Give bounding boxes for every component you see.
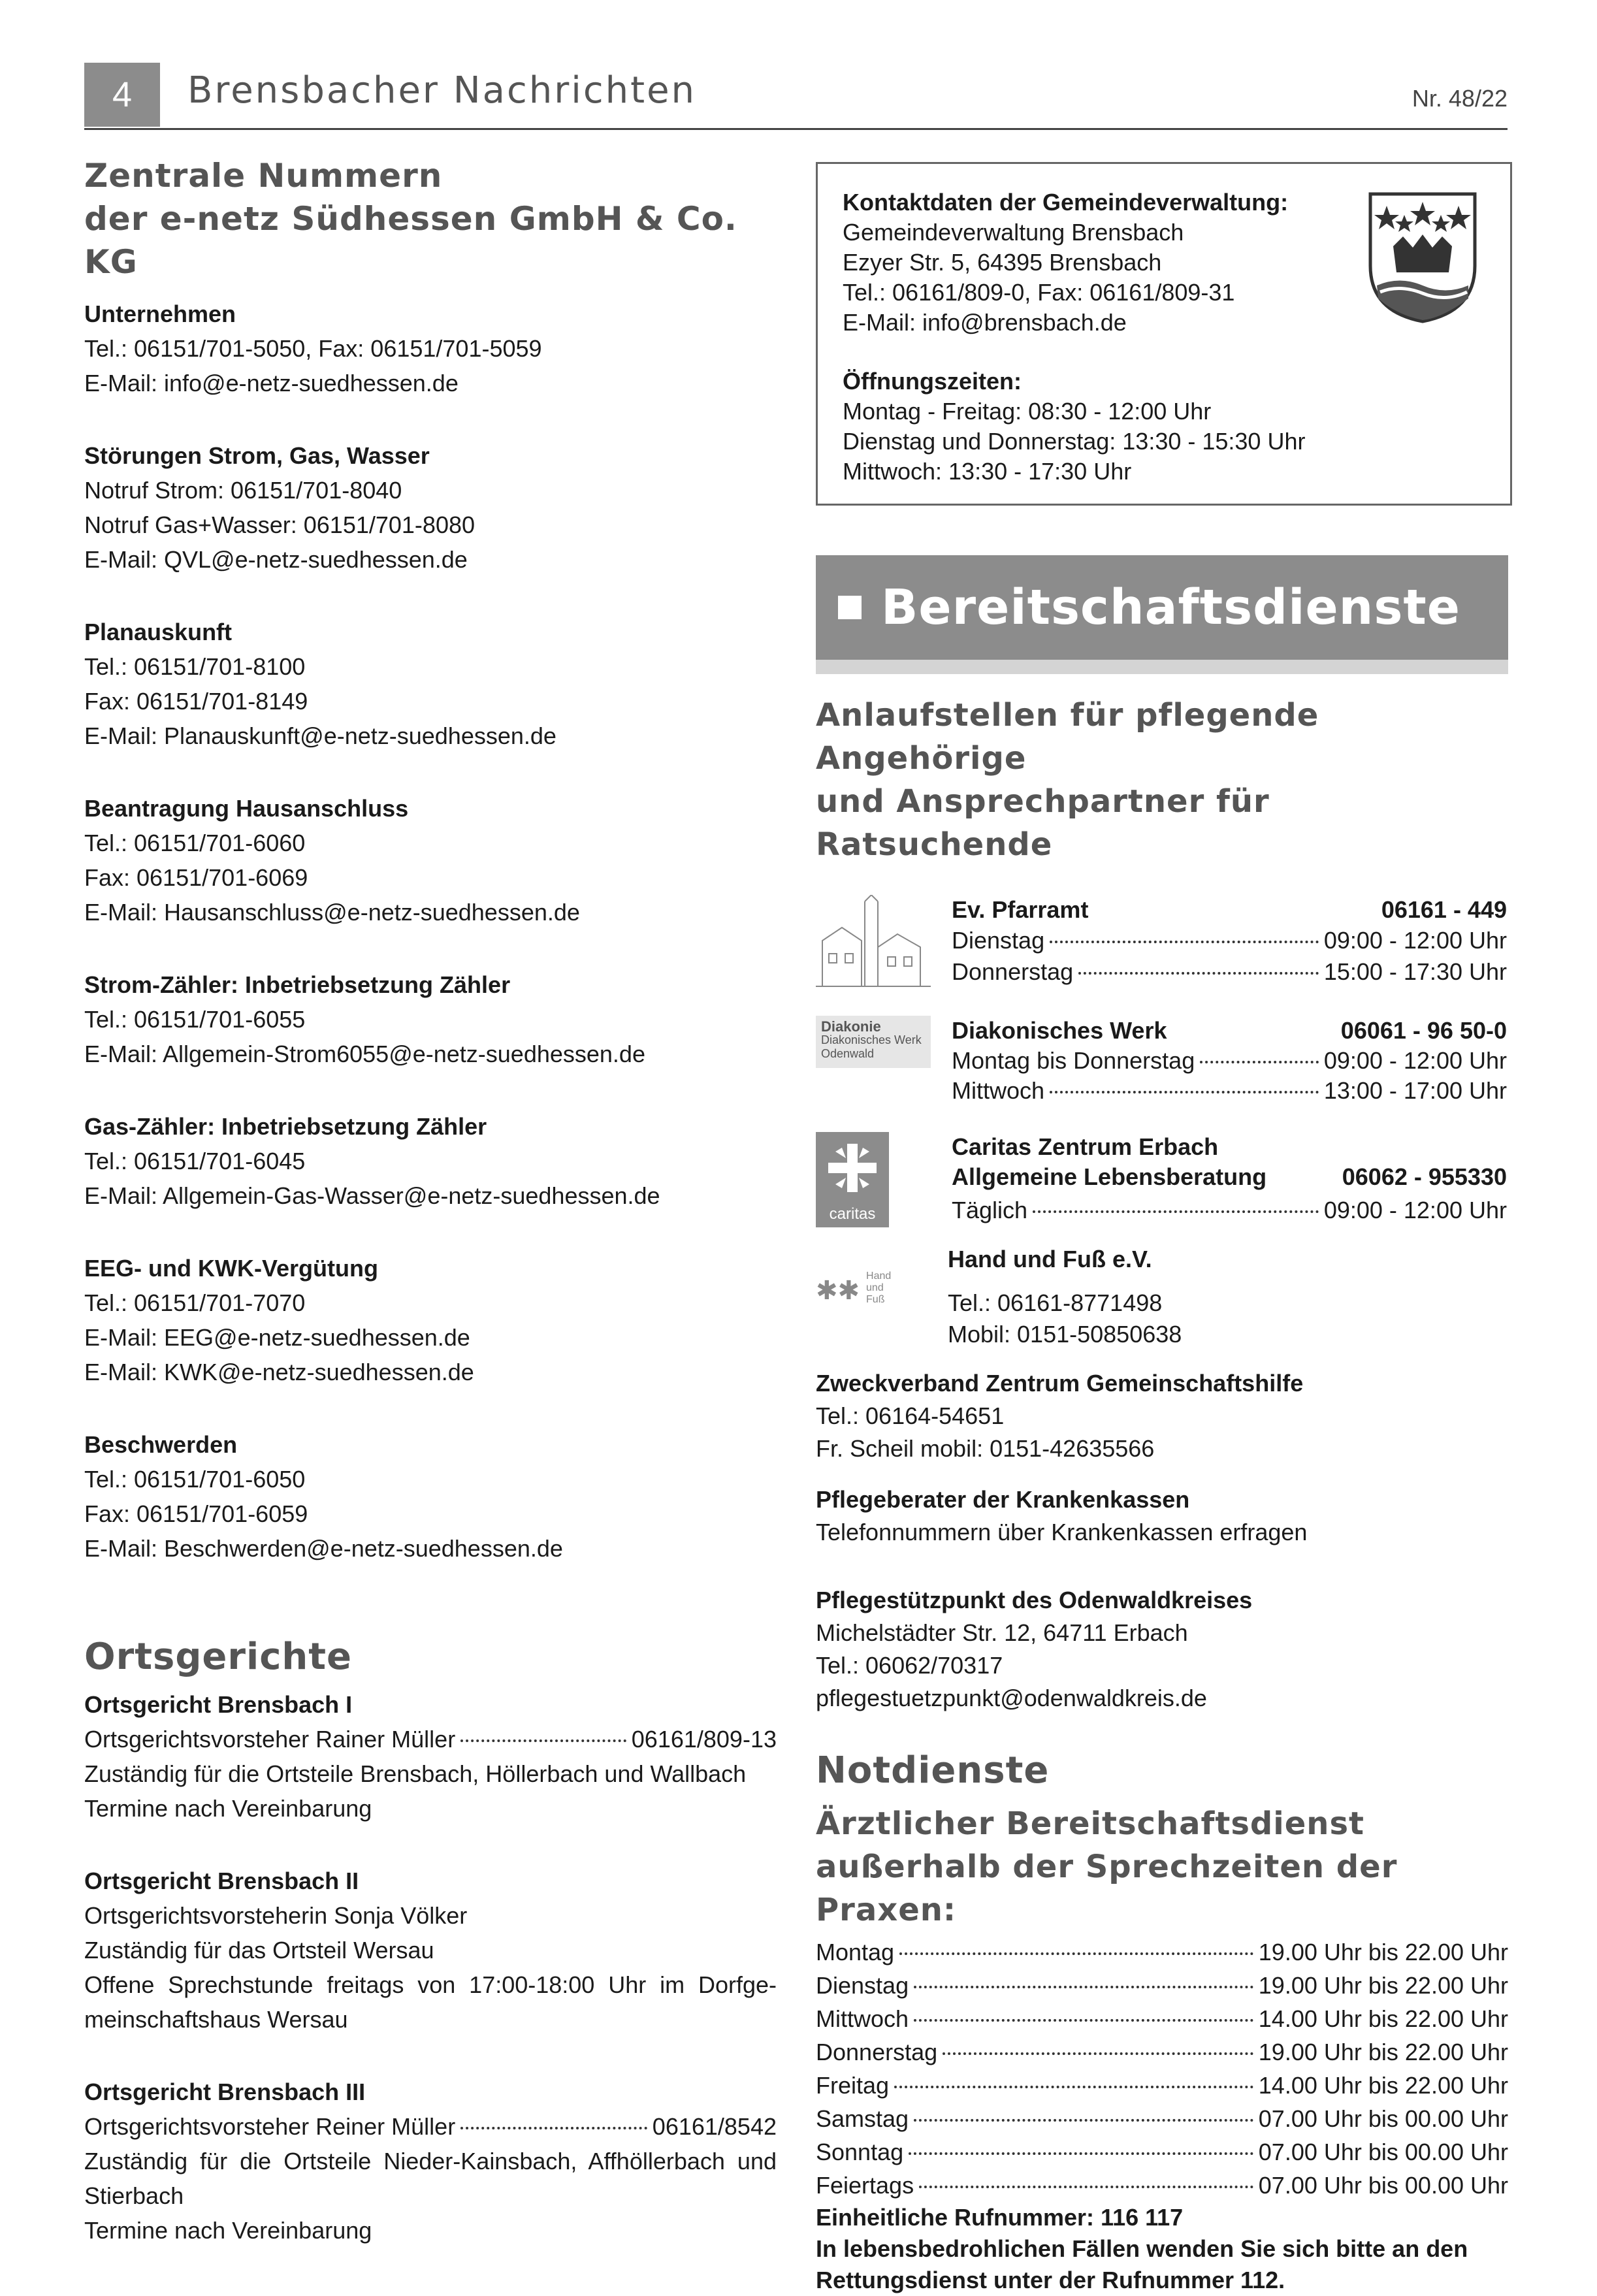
notdienst-time: 14.00 Uhr bis 22.00 Uhr [1258, 2072, 1508, 2099]
org-info [952, 1132, 1507, 1229]
block-title: Gas-Zähler: Inbetriebsetzung Zähler [84, 1113, 487, 1140]
notdienst-day: Freitag [816, 2072, 890, 2099]
anlauf-heading [816, 694, 1508, 866]
dot-leader [894, 2086, 1253, 2088]
dot-leader [1033, 1210, 1319, 1213]
contact-line: Ezyer Str. 5, 64395 Brensbach [843, 249, 1162, 276]
time-day: Montag bis Donnerstag [952, 1047, 1195, 1074]
dot-leader [919, 2186, 1253, 2188]
time-day: Dienstag [952, 927, 1045, 954]
block-title: Beschwerden [84, 1431, 238, 1458]
logo-text: und [866, 1282, 884, 1293]
notdienste-sub-line2: außerhalb der Sprechzeiten der Praxen: [816, 1849, 1398, 1928]
dot-leader [460, 1739, 626, 1742]
pflegestuetzpunkt-block [816, 1584, 1508, 1715]
newspaper-title: Brensbacher Nachrichten [187, 69, 697, 112]
ortsgericht-person-row [84, 2109, 777, 2144]
org-name: Ev. Pfarramt [952, 896, 1089, 923]
logo-text: Hand [866, 1270, 892, 1282]
contact-email: E-Mail: info@brensbach.de [843, 309, 1127, 336]
ortsgericht-phone: 06161/8542 [652, 2113, 777, 2140]
org-pfarramt [816, 895, 1508, 994]
time-row [952, 956, 1507, 988]
church-icon [816, 895, 931, 990]
dot-leader [899, 1952, 1253, 1955]
block-line: Notruf Strom: 06151/701-8040 [84, 477, 402, 504]
notdienst-time: 07.00 Uhr bis 00.00 Uhr [1258, 2139, 1508, 2165]
org-logo [816, 1016, 933, 1106]
block-line: E-Mail: Allgemein-Strom6055@e-netz-suedhessen.de [84, 1041, 645, 1067]
hours-line: Dienstag und Donnerstag: 13:30 - 15:30 Uhr [843, 428, 1306, 455]
block-line: E-Mail: info@e-netz-suedhessen.de [84, 370, 459, 396]
time-day: Donnerstag [952, 958, 1074, 985]
ortsgerichte-heading: Ortsgerichte [84, 1636, 353, 1678]
block-title: Pflegeberater der Krankenkassen [816, 1486, 1190, 1513]
header-divider [84, 128, 1508, 130]
block-line: E-Mail: EEG@e-netz-suedhessen.de [84, 1324, 470, 1351]
enetz-block [84, 438, 777, 577]
notdienst-row [816, 2169, 1508, 2202]
ortsgericht-person-row [84, 1722, 777, 1756]
enetz-heading-line1: Zentrale Nummern [84, 157, 443, 195]
block-line: Tel.: 06151/701-6045 [84, 1148, 306, 1174]
block-line: Tel.: 06164-54651 [816, 1402, 1005, 1429]
dot-leader [909, 2152, 1253, 2155]
block-line: Tel.: 06151/701-6055 [84, 1006, 306, 1033]
pflegeberater-block [816, 1483, 1508, 1549]
zweckverband-block [816, 1367, 1508, 1465]
ortsgericht-2 [84, 1864, 777, 2037]
contact-line: Tel.: 06161/809-0, Fax: 06161/809-31 [843, 279, 1235, 306]
block-line: E-Mail: Beschwerden@e-netz-suedhessen.de [84, 1535, 563, 1562]
ortsgericht-3 [84, 2075, 777, 2248]
org-logo [816, 895, 933, 994]
logo-text: caritas [829, 1205, 876, 1223]
page-number: 4 [84, 63, 160, 127]
notdienst-row [816, 2035, 1508, 2069]
org-logo [816, 1132, 933, 1229]
block-title: Planauskunft [84, 619, 233, 645]
block-line: E-Mail: QVL@e-netz-suedhessen.de [84, 546, 468, 573]
dot-leader [1050, 1091, 1319, 1093]
time-day: Mittwoch [952, 1077, 1045, 1104]
notdienst-row [816, 1969, 1508, 2002]
block-line: Notruf Gas+Wasser: 06151/701-8080 [84, 511, 476, 538]
dot-leader [1050, 941, 1319, 943]
org-info [952, 1016, 1507, 1106]
enetz-block [84, 615, 777, 753]
enetz-block [84, 1427, 777, 1566]
notdienst-day: Samstag [816, 2105, 909, 2132]
enetz-blocks [84, 297, 777, 1566]
org-diakonie [816, 1016, 1508, 1106]
enetz-heading-line2: der e-netz Südhessen GmbH & Co. KG [84, 200, 737, 281]
ortsgericht-sprechstunde: Offene Sprechstunde freitags von 17:00-18:00 Uhr im Dorfge-meinschaftshaus Wersau [84, 1971, 777, 2033]
time-row [952, 925, 1507, 956]
org-phone: 06062 - 955330 [1342, 1163, 1507, 1190]
org-line: Tel.: 06161-8771498 [948, 1289, 1163, 1316]
org-name-row [952, 1016, 1507, 1046]
enetz-section [84, 154, 777, 1566]
notdienst-time: 14.00 Uhr bis 22.00 Uhr [1258, 2005, 1508, 2032]
org-handfuss [816, 1244, 1508, 1350]
notdienst-day: Mittwoch [816, 2005, 909, 2032]
time-value: 15:00 - 17:30 Uhr [1323, 958, 1507, 985]
block-line: Tel.: 06151/701-5050, Fax: 06151/701-5059 [84, 335, 542, 362]
ortsgericht-1 [84, 1687, 777, 1826]
time-value: 09:00 - 12:00 Uhr [1323, 927, 1507, 954]
logo-text: Diakonisches Werk [821, 1033, 922, 1046]
banner-title: Bereitschaftsdienste [881, 579, 1460, 636]
figures-icon: ✱✱ [816, 1276, 860, 1305]
ortsgericht-person: Ortsgerichtsvorsteherin Sonja Völker [84, 1902, 468, 1929]
ortsgerichte-section [84, 1631, 777, 2248]
dot-leader [914, 1986, 1253, 1988]
ortsgericht-termine: Termine nach Vereinbarung [84, 2217, 372, 2244]
block-line: Michelstädter Str. 12, 64711 Erbach [816, 1619, 1188, 1646]
org-caritas [816, 1132, 1508, 1229]
notdienst-time: 19.00 Uhr bis 22.00 Uhr [1258, 1972, 1508, 1999]
caritas-logo [816, 1132, 889, 1227]
time-row [952, 1192, 1507, 1229]
ortsgericht-title: Ortsgericht Brensbach I [84, 1691, 353, 1718]
notdienst-row [816, 1935, 1508, 1969]
logo-text: Odenwald [821, 1047, 875, 1060]
anlauf-heading-line2: und Ansprechpartner für Ratsuchende [816, 783, 1270, 863]
time-row [952, 1076, 1507, 1106]
enetz-block [84, 967, 777, 1071]
time-value: 13:00 - 17:00 Uhr [1323, 1077, 1507, 1104]
notdienst-times [816, 1935, 1508, 2202]
enetz-block [84, 791, 777, 930]
block-line: Tel.: 06151/701-6050 [84, 1466, 306, 1493]
block-line: Fax: 06151/701-8149 [84, 688, 308, 715]
notdienst-row [816, 2102, 1508, 2135]
org-line: Mobil: 0151-50850638 [948, 1321, 1182, 1348]
notdienst-time: 19.00 Uhr bis 22.00 Uhr [1258, 1939, 1508, 1965]
block-line: Tel.: 06151/701-8100 [84, 653, 306, 680]
org-name-row [952, 1162, 1507, 1192]
org-info [948, 1244, 1503, 1350]
time-row [952, 1046, 1507, 1076]
org-logo [816, 1244, 933, 1350]
rufnummer: Einheitliche Rufnummer: 116 117 [816, 2204, 1184, 2231]
ortsgericht-person: Ortsgerichtsvorsteher Reiner Müller [84, 2113, 456, 2140]
block-title: Unternehmen [84, 300, 236, 327]
org-info [952, 895, 1507, 994]
dot-leader [914, 2019, 1253, 2022]
block-line: E-Mail: Allgemein-Gas-Wasser@e-netz-suedhessen.de [84, 1182, 660, 1209]
notdienste-sub-line1: Ärztlicher Bereitschaftsdienst [816, 1805, 1364, 1842]
left-column [84, 154, 777, 2248]
block-line: Fax: 06151/701-6069 [84, 864, 308, 891]
dot-leader [943, 2052, 1253, 2055]
time-day: Täglich [952, 1197, 1028, 1223]
coat-of-arms-icon [1364, 187, 1481, 325]
notdienst-day: Dienstag [816, 1972, 909, 1999]
issue-number: Nr. 48/22 [1411, 85, 1508, 112]
section-banner [816, 555, 1508, 674]
logo-text: Diakonie [821, 1018, 881, 1035]
block-title: Strom-Zähler: Inbetriebsetzung Zähler [84, 971, 511, 998]
org-phone: 06161 - 449 [1381, 896, 1507, 923]
ortsgericht-termine: Termine nach Vereinbarung [84, 1795, 372, 1822]
notdienst-day: Donnerstag [816, 2039, 938, 2065]
hours-line: Mittwoch: 13:30 - 17:30 Uhr [843, 458, 1132, 485]
block-line: Telefonnummern über Krankenkassen erfragen [816, 1519, 1308, 1545]
dot-leader [1200, 1061, 1319, 1063]
org-name: Diakonisches Werk [952, 1017, 1167, 1044]
block-line: Fr. Scheil mobil: 0151-42635566 [816, 1435, 1155, 1462]
block-line: E-Mail: Planauskunft@e-netz-suedhessen.de [84, 722, 557, 749]
time-value: 09:00 - 12:00 Uhr [1323, 1047, 1507, 1074]
block-line: Tel.: 06151/701-6060 [84, 830, 306, 856]
dot-leader [460, 2127, 647, 2129]
org-subname: Allgemeine Lebensberatung [952, 1163, 1267, 1190]
block-line: Fax: 06151/701-6059 [84, 1500, 308, 1527]
diakonie-logo [816, 1016, 931, 1068]
caritas-cross-icon [816, 1132, 889, 1204]
time-value: 09:00 - 12:00 Uhr [1323, 1197, 1507, 1223]
enetz-block [84, 1251, 777, 1389]
ortsgericht-phone: 06161/809-13 [631, 1726, 777, 1753]
dot-leader [914, 2119, 1253, 2122]
right-column [816, 162, 1508, 2296]
dot-leader [1078, 972, 1319, 975]
block-title: Pflegestützpunkt des Odenwaldkreises [816, 1587, 1253, 1613]
notdienst-time: 07.00 Uhr bis 00.00 Uhr [1258, 2172, 1508, 2199]
notdienst-day: Montag [816, 1939, 895, 1965]
notdienst-time: 07.00 Uhr bis 00.00 Uhr [1258, 2105, 1508, 2132]
hours-title: Öffnungszeiten: [843, 368, 1022, 395]
block-email: pflegestuetzpunkt@odenwaldkreis.de [816, 1685, 1207, 1711]
enetz-block [84, 1109, 777, 1213]
logo-text: Fuß [866, 1294, 885, 1305]
block-title: Zweckverband Zentrum Gemeinschaftshilfe [816, 1370, 1304, 1397]
block-title: Störungen Strom, Gas, Wasser [84, 442, 430, 469]
hours-line: Montag - Freitag: 08:30 - 12:00 Uhr [843, 398, 1212, 425]
enetz-block [84, 297, 777, 400]
notdienst-row [816, 2069, 1508, 2102]
square-bullet-icon [838, 596, 862, 619]
notdienst-time: 19.00 Uhr bis 22.00 Uhr [1258, 2039, 1508, 2065]
ortsgericht-title: Ortsgericht Brensbach II [84, 1868, 359, 1894]
ortsgericht-title: Ortsgericht Brensbach III [84, 2078, 366, 2105]
block-title: EEG- und KWK-Vergütung [84, 1255, 378, 1282]
block-line: E-Mail: Hausanschluss@e-netz-suedhessen.de [84, 899, 580, 926]
notdienst-day: Feiertags [816, 2172, 914, 2199]
ortsgericht-zustaendig: Zuständig für das Ortsteil Wersau [84, 1937, 434, 1964]
block-line: Tel.: 06062/70317 [816, 1652, 1003, 1679]
org-phone: 06061 - 96 50-0 [1340, 1017, 1507, 1044]
notdienst-day: Sonntag [816, 2139, 904, 2165]
contact-title: Kontaktdaten der Gemeindeverwaltung: [843, 189, 1289, 216]
notdienst-row [816, 2002, 1508, 2035]
anlauf-heading-line1: Anlaufstellen für pflegende Angehörige [816, 697, 1319, 777]
logo-texts [866, 1270, 891, 1306]
org-name: Caritas Zentrum Erbach [952, 1133, 1219, 1160]
block-title: Beantragung Hausanschluss [84, 795, 409, 822]
notdienste-section [816, 1745, 1508, 2296]
notdienst-row [816, 2135, 1508, 2169]
org-name-row [952, 895, 1507, 925]
block-line: Tel.: 06151/701-7070 [84, 1289, 306, 1316]
notdienste-heading: Notdienste [816, 1749, 1050, 1792]
ortsgericht-zustaendig: Zuständig für die Ortsteile Brensbach, Höllerbach und Wallbach [84, 1760, 747, 1787]
notfall-hinweis: In lebensbedrohlichen Fällen wenden Sie sich bitte an den Rettungsdienst unter der Rufnummer 112. [816, 2235, 1468, 2293]
ortsgericht-zustaendig: Zuständig für die Ortsteile Nieder-Kainsbach, Affhöllerbach und Stierbach [84, 2148, 777, 2209]
contact-box [816, 162, 1512, 506]
contact-line: Gemeindeverwaltung Brensbach [843, 219, 1184, 246]
ortsgericht-person: Ortsgerichtsvorsteher Rainer Müller [84, 1726, 456, 1753]
handfuss-logo [816, 1270, 933, 1306]
block-line: E-Mail: KWK@e-netz-suedhessen.de [84, 1359, 474, 1385]
org-name: Hand und Fuß e.V. [948, 1246, 1152, 1272]
